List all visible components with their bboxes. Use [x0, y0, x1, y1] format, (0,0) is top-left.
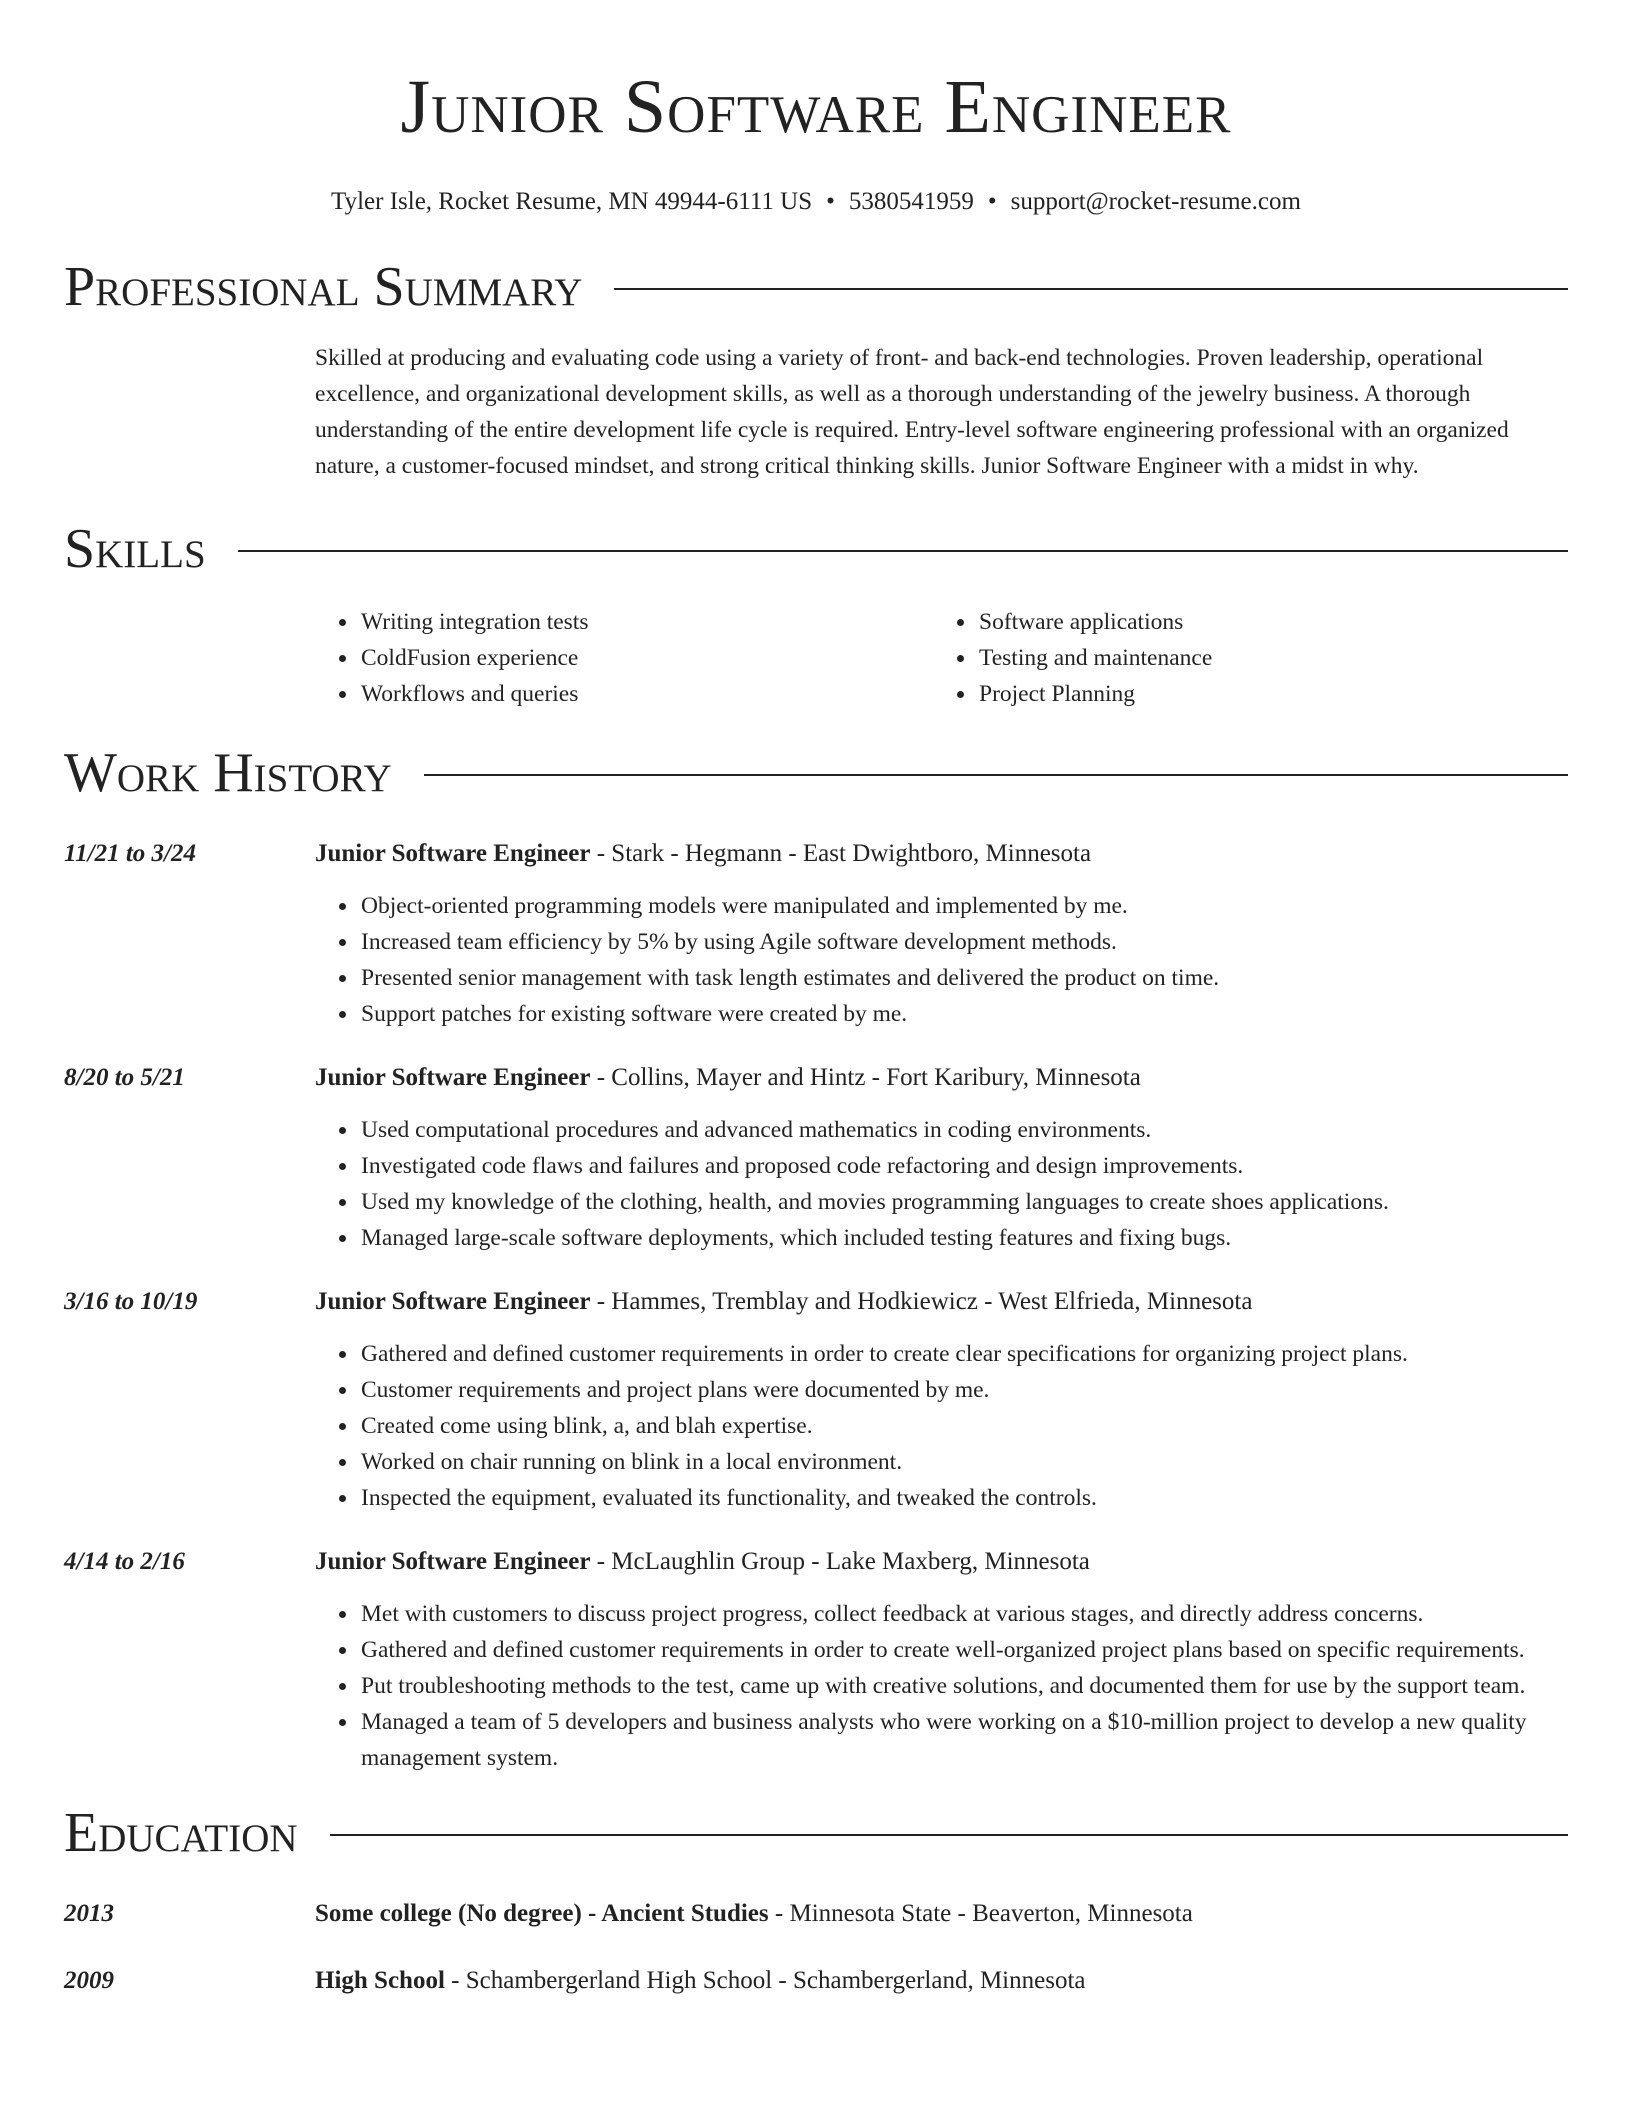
education-heading: Education	[64, 1802, 298, 1864]
education-entry	[64, 1965, 1568, 1997]
contact-email: support@rocket-resume.com	[1010, 188, 1301, 215]
education-entry	[64, 1898, 1568, 1930]
skills-column-right	[933, 604, 1551, 712]
job-bullet: • Used my knowledge of the clothing, health, and movies programming languages to create shoes applications.	[359, 1184, 1568, 1220]
job-header	[315, 838, 1568, 870]
job-dates: 11/21 to 3/24	[64, 840, 196, 867]
contact-separator: •	[987, 188, 997, 215]
skill-item: • Software applications	[977, 604, 1551, 640]
job-bullet: • Gathered and defined customer requirements in order to create well-organized project plans based on specific requirements.	[359, 1632, 1568, 1668]
job-header	[315, 1062, 1568, 1094]
job-bullet: • Investigated code flaws and failures and proposed code refactoring and design improvements.	[359, 1148, 1568, 1184]
section-divider	[424, 774, 1568, 776]
job-bullet: • Gathered and defined customer requirements in order to create clear specifications for organizing project plans.	[359, 1336, 1568, 1372]
skills-heading: Skills	[64, 518, 206, 580]
job-entry	[64, 1546, 1568, 1776]
job-title: Junior Software Engineer	[315, 1064, 591, 1091]
job-entry	[64, 838, 1568, 1032]
education-header	[315, 1965, 1568, 1997]
education-section-header	[64, 1802, 1568, 1864]
resume-title: Junior Software Engineer	[400, 65, 1232, 149]
summary-section-header	[64, 256, 1568, 318]
skill-item: • Workflows and queries	[359, 676, 933, 712]
job-bullet: • Managed large-scale software deployments, which included testing features and fixing bugs.	[359, 1220, 1568, 1256]
job-title: Junior Software Engineer	[315, 840, 591, 867]
job-bullet: • Customer requirements and project plans were documented by me.	[359, 1372, 1568, 1408]
education-year: 2013	[64, 1900, 114, 1927]
job-bullet: • Worked on chair running on blink in a local environment.	[359, 1444, 1568, 1480]
job-bullet: • Support patches for existing software were created by me.	[359, 996, 1568, 1032]
job-bullet: • Created come using blink, a, and blah expertise.	[359, 1408, 1568, 1444]
summary-heading: Professional Summary	[64, 256, 583, 318]
job-bullets	[315, 1336, 1568, 1516]
job-bullet: • Used computational procedures and advanced mathematics in coding environments.	[359, 1112, 1568, 1148]
job-details: - McLaughlin Group - Lake Maxberg, Minnesota	[590, 1548, 1090, 1575]
job-bullets	[315, 888, 1568, 1032]
work-section-header	[64, 742, 1568, 804]
job-bullets	[315, 1112, 1568, 1256]
job-header	[315, 1546, 1568, 1578]
contact-separator: •	[826, 188, 835, 215]
skill-item: • ColdFusion experience	[359, 640, 933, 676]
job-bullet: • Presented senior management with task length estimates and delivered the product on time.	[359, 960, 1568, 996]
education-details: - Schambergerland High School - Schambergerland, Minnesota	[444, 1967, 1086, 1994]
job-bullet: • Increased team efficiency by 5% by using Agile software development methods.	[359, 924, 1568, 960]
skills-section-header	[64, 518, 1568, 580]
education-list	[64, 1898, 1568, 1997]
education-year: 2009	[64, 1967, 114, 1994]
skills-list	[315, 604, 1568, 712]
job-details: - Collins, Mayer and Hintz - Fort Karibury, Minnesota	[590, 1064, 1141, 1091]
job-bullet: • Object-oriented programming models were manipulated and implemented by me.	[359, 888, 1568, 924]
work-heading: Work History	[64, 742, 392, 804]
job-dates: 3/16 to 10/19	[64, 1288, 198, 1315]
job-entry	[64, 1062, 1568, 1256]
job-bullets	[315, 1596, 1568, 1776]
job-dates: 4/14 to 2/16	[64, 1548, 185, 1575]
summary-text: Skilled at producing and evaluating code using a variety of front- and back-end technologies. Proven leadership, operational excellence, and organizational development skills, as well as a thorough understanding of the jewelry business. A thorough understanding of the entire development life cycle is required. Entry-level software engineering professional with an organized nature, a customer-focused mindset, and strong critical thinking skills. Junior Software Engineer with a midst in why.	[315, 345, 1509, 479]
job-bullet: • Inspected the equipment, evaluated its functionality, and tweaked the controls.	[359, 1480, 1568, 1516]
job-bullet: • Met with customers to discuss project progress, collect feedback at various stages, and directly address concerns.	[359, 1596, 1568, 1632]
job-title: Junior Software Engineer	[315, 1288, 591, 1315]
job-entry	[64, 1286, 1568, 1516]
job-header	[315, 1286, 1568, 1318]
job-details: - Hammes, Tremblay and Hodkiewicz - West Elfrieda, Minnesota	[590, 1288, 1253, 1315]
resume-page	[64, 0, 1568, 1997]
education-degree: High School	[315, 1967, 445, 1994]
job-dates: 8/20 to 5/21	[64, 1064, 185, 1091]
skills-column-left	[315, 604, 933, 712]
education-details: - Minnesota State - Beaverton, Minnesota	[768, 1900, 1193, 1927]
section-divider	[238, 550, 1568, 552]
work-history-list	[64, 838, 1568, 1776]
education-degree: Some college (No degree) - Ancient Studies	[315, 1900, 769, 1927]
education-header	[315, 1898, 1568, 1930]
skill-item: • Project Planning	[977, 676, 1551, 712]
skill-item: • Writing integration tests	[359, 604, 933, 640]
job-title: Junior Software Engineer	[315, 1548, 591, 1575]
contact-address: Tyler Isle, Rocket Resume, MN 49944-6111 US	[331, 188, 813, 215]
section-divider	[614, 288, 1568, 290]
job-bullet: • Put troubleshooting methods to the test, came up with creative solutions, and documented them for use by the support team.	[359, 1668, 1568, 1704]
job-details: - Stark - Hegmann - East Dwightboro, Minnesota	[590, 840, 1092, 867]
skill-item: • Testing and maintenance	[977, 640, 1551, 676]
contact-phone: 5380541959	[848, 188, 974, 215]
contact-line	[64, 186, 1568, 218]
job-bullet: • Managed a team of 5 developers and business analysts who were working on a $10-million project to develop a new quality management system.	[359, 1704, 1568, 1776]
section-divider	[330, 1834, 1568, 1836]
